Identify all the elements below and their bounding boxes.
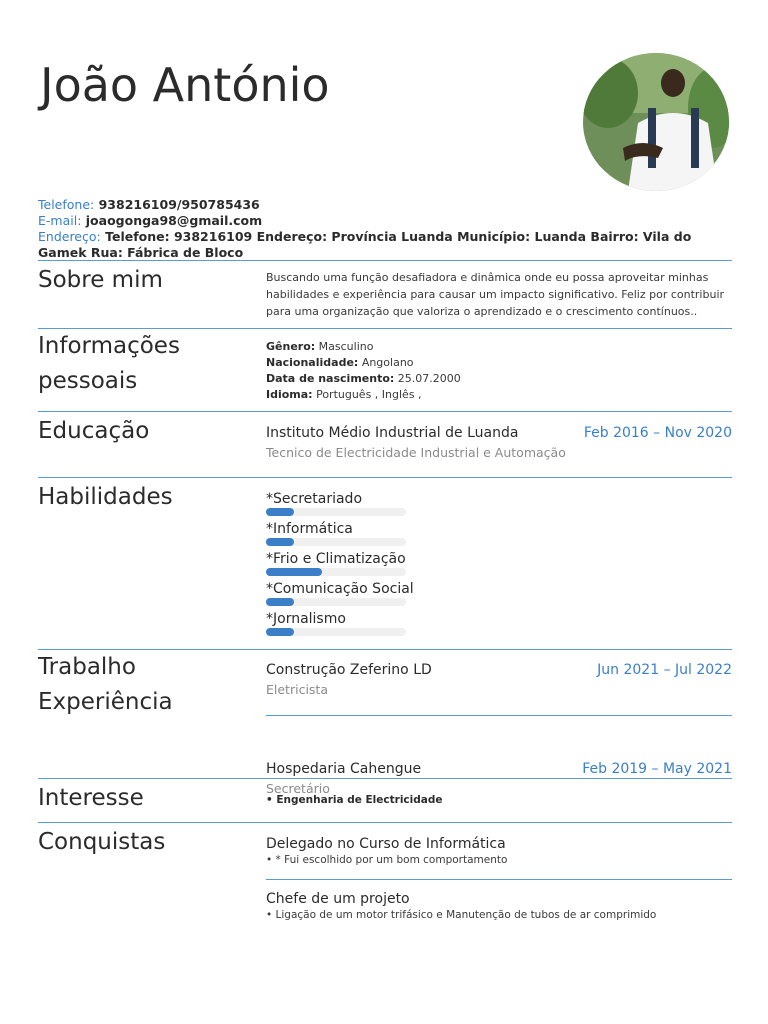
- phone-value: 938216109/950785436: [98, 197, 260, 212]
- school-name: Instituto Médio Industrial de Luanda: [266, 425, 519, 441]
- gender-row: [266, 339, 732, 355]
- personal-title-line1: Informações: [38, 333, 180, 359]
- interest-title: Interesse: [38, 785, 144, 811]
- achievements-title: Conquistas: [38, 829, 166, 855]
- job-role: Eletricista: [266, 682, 328, 697]
- personal-section: [38, 328, 732, 412]
- email-row: [38, 213, 738, 229]
- skill-bar-fill: [266, 508, 294, 516]
- about-title: Sobre mim: [38, 267, 163, 293]
- skill-item: [266, 580, 732, 610]
- education-dates: Feb 2016 – Nov 2020: [583, 425, 732, 441]
- work-dates: Feb 2019 – May 2021: [582, 761, 732, 777]
- email-label: E-mail:: [38, 213, 82, 228]
- contact-block: [38, 197, 738, 261]
- achievement-detail: • * Fui escolhido por um bom comportamento: [266, 854, 508, 866]
- personal-title-line2: pessoais: [38, 368, 138, 394]
- skill-bar-fill: [266, 568, 322, 576]
- skills-list: [266, 490, 732, 640]
- about-section: [38, 260, 732, 329]
- address-value: Telefone: 938216109 Endereço: Província Luanda Município: Luanda Bairro: Vila do Gamek Rua: Fábrica de Bloco: [38, 229, 692, 260]
- candidate-name: João António: [40, 58, 330, 112]
- work-dates: Jun 2021 – Jul 2022: [597, 662, 732, 678]
- skill-label: *Jornalismo: [266, 611, 346, 627]
- work-title-line2: Experiência: [38, 689, 173, 715]
- achievement-title: Chefe de um projeto: [266, 891, 410, 907]
- birthdate-value: 25.07.2000: [397, 372, 461, 385]
- achievement-entry: [266, 891, 732, 921]
- skill-bar-fill: [266, 538, 294, 546]
- skill-item: [266, 610, 732, 640]
- work-title: [38, 650, 173, 720]
- address-row: [38, 229, 738, 261]
- skill-item: [266, 490, 732, 520]
- language-row: [266, 387, 732, 403]
- nationality-row: [266, 355, 732, 371]
- achievement-detail: • Ligação de um motor trifásico e Manutenção de tubos de ar comprimido: [266, 909, 657, 921]
- achievement-title: Delegado no Curso de Informática: [266, 836, 506, 852]
- nationality-value: Angolano: [361, 356, 414, 369]
- gender-value: Masculino: [318, 340, 374, 353]
- company-name: Hospedaria Cahengue: [266, 761, 422, 777]
- work-divider: [266, 715, 732, 716]
- skill-bar-fill: [266, 628, 294, 636]
- skill-item: [266, 550, 732, 580]
- interest-section: [38, 778, 732, 823]
- job-role: Secretário: [266, 781, 330, 796]
- skill-bar: [266, 508, 406, 516]
- work-section: [38, 649, 732, 796]
- phone-label: Telefone:: [38, 197, 95, 212]
- skill-label: *Comunicação Social: [266, 581, 414, 597]
- achievements-section: [38, 822, 732, 933]
- about-text: Buscando uma função desafiadora e dinâmica onde eu possa aproveitar minhas habilidades e experiência para causar um impacto significativo. Feliz por contribuir para uma organização que valoriza o aprendizado e o crescimento contínuos..: [266, 271, 725, 318]
- birthdate-row: [266, 371, 732, 387]
- language-value: Português , Inglês ,: [316, 388, 422, 401]
- person-photo-icon: [583, 53, 729, 191]
- work-title-line1: Trabalho: [38, 654, 136, 680]
- skill-bar-fill: [266, 598, 294, 606]
- language-label: Idioma:: [266, 388, 313, 401]
- skill-label: *Informática: [266, 521, 353, 537]
- gender-label: Gênero:: [266, 340, 316, 353]
- nationality-label: Nacionalidade:: [266, 356, 359, 369]
- course-name: Tecnico de Electricidade Industrial e Automação: [266, 445, 566, 460]
- skill-bar: [266, 568, 406, 576]
- email-value: joaogonga98@gmail.com: [85, 213, 263, 228]
- achievement-entry: [266, 836, 732, 866]
- achievement-divider: [266, 879, 732, 880]
- personal-info-list: [266, 339, 732, 403]
- skill-label: *Secretariado: [266, 491, 363, 507]
- skill-label: *Frio e Climatização: [266, 551, 406, 567]
- education-section: [38, 411, 732, 478]
- skills-section: [38, 477, 732, 650]
- phone-row: [38, 197, 738, 213]
- company-name: Construção Zeferino LD: [266, 662, 432, 678]
- education-entry: [266, 425, 732, 460]
- birthdate-label: Data de nascimento:: [266, 372, 395, 385]
- skill-item: [266, 520, 732, 550]
- education-title: Educação: [38, 418, 150, 444]
- skill-bar: [266, 628, 406, 636]
- skill-bar: [266, 598, 406, 606]
- skill-bar: [266, 538, 406, 546]
- address-label: Endereço:: [38, 229, 101, 244]
- skills-title: Habilidades: [38, 484, 173, 510]
- interest-item: • Engenharia de Electricidade: [266, 794, 443, 806]
- personal-title: [38, 329, 180, 399]
- work-entry: [266, 662, 732, 697]
